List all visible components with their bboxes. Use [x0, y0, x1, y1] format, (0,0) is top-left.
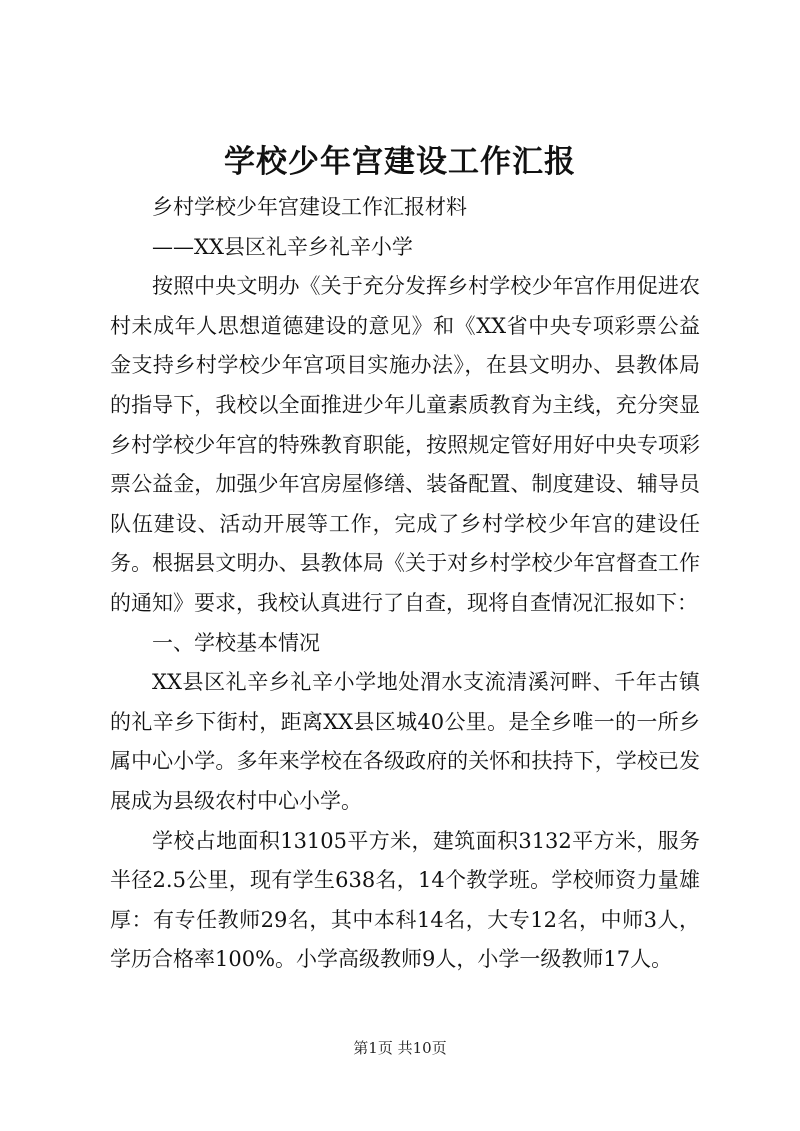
paragraph-location: XX县区礼辛乡礼辛小学地处渭水支流清溪河畔、千年古镇的礼辛乡下街村，距离XX县区城40公里。是全乡唯一的一所乡属中心小学。多年来学校在各级政府的关怀和扶持下，学校已发展成为县级农村中心小学。 — [110, 670, 700, 813]
page-number-footer: 第1页 共10页 — [353, 1039, 447, 1057]
paragraph-introduction: 按照中央文明办《关于充分发挥乡村学校少年宫作用促进农村未成年人思想道德建设的意见》和《XX省中央专项彩票公益金支持乡村学校少年宫项目实施办法》，在县文明办、县教体局的指导下，我校以全面推进少年儿童素质教育为主线，充分突显乡村学校少年宫的特殊教育职能，按照规定管好用好中央专项彩票公益金，加强少年宫房屋修缮、装备配置、制度建设、辅导员队伍建设、活动开展等工作，完成了乡村学校少年宫的建设任务。根据县文明办、县教体局《关于对乡村学校少年宫督查工作的通知》要求，我校认真进行了自查，现将自查情况汇报如下： — [110, 274, 700, 615]
document-body — [110, 188, 700, 980]
section-heading-basic-info: 一、学校基本情况 — [152, 630, 320, 655]
document-title: 学校少年宫建设工作汇报 — [224, 144, 576, 180]
paragraph-author-line: ——XX县区礼辛乡礼辛小学 — [152, 234, 413, 259]
paragraph-subtitle: 乡村学校少年宫建设工作汇报材料 — [152, 195, 467, 219]
paragraph-school-facts: 学校占地面积13105平方米，建筑面积3132平方米，服务半径2.5公里，现有学生638名，14个教学班。学校师资力量雄厚：有专任教师29名，其中本科14名，大专12名，中师3人，学历合格率100%。小学高级教师9人，小学一级教师17人。 — [110, 828, 700, 972]
